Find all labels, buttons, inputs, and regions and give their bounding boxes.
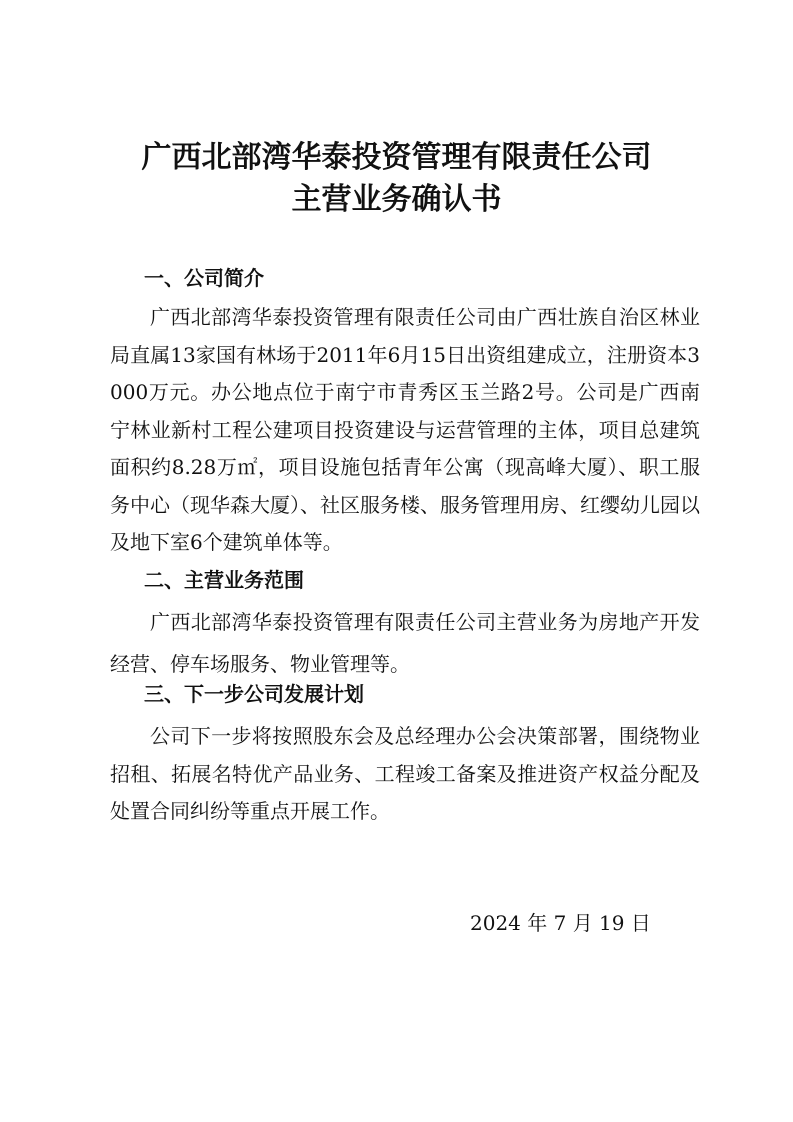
section-heading-business-scope: 二、主营业务范围 (144, 568, 304, 592)
document-date: 2024 年 7 月 19 日 (470, 911, 651, 935)
document-title-line2: 主营业务确认书 (291, 182, 502, 217)
section-heading-company-intro: 一、公司简介 (144, 266, 264, 290)
section-body-next-plan: 公司下一步将按照股东会及总经理办公会决策部署，围绕物业招租、拓展名特优产品业务、工程竣工备案及推进资产权益分配及处置合同纠纷等重点开展工作。 (110, 724, 700, 823)
section-body-company-intro: 广西北部湾华泰投资管理有限责任公司由广西壮族自治区林业局直属13家国有林场于2011年6月15日出资组建成立，注册资本3000万元。办公地点位于南宁市青秀区玉兰路2号。公司是广西南宁林业新村工程公建项目投资建设与运营管理的主体，项目总建筑面积约8.28万㎡，项目设施包括青年公寓（现高峰大厦）、职工服务中心（现华森大厦）、社区服务楼、服务管理用房、红缨幼儿园以及地下室6个建筑单体等。 (110, 305, 700, 554)
section-body-business-scope: 广西北部湾华泰投资管理有限责任公司主营业务为房地产开发经营、停车场服务、物业管理等。 (110, 610, 700, 676)
document-title-line1: 广西北部湾华泰投资管理有限责任公司 (141, 140, 652, 175)
section-heading-next-plan: 三、下一步公司发展计划 (144, 682, 364, 706)
